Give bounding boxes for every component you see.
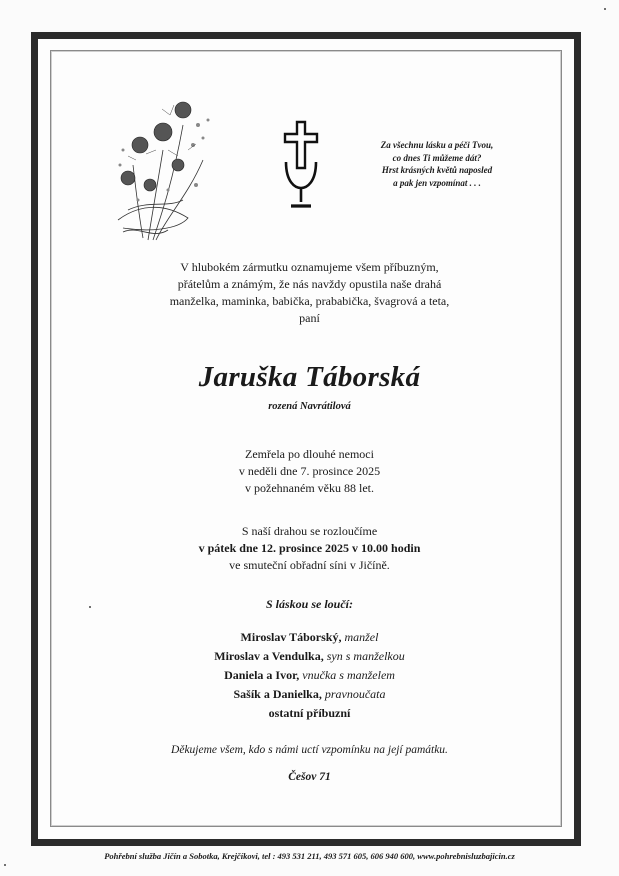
- mourner-name: Daniela a Ivor,: [224, 668, 300, 682]
- mourner-relation: syn s manželkou: [326, 649, 405, 663]
- announcement-intro: [0, 259, 619, 327]
- maiden-name: rozená Navrátilová: [268, 401, 351, 412]
- intro-line: přátelům a známým, že nás navždy opustila naše drahá: [177, 277, 442, 291]
- death-line: v neděli dne 7. prosince 2025: [238, 464, 381, 478]
- scan-speck: [604, 8, 606, 10]
- mourner-item: [0, 628, 619, 647]
- funeral-line: S naší drahou se rozloučíme: [241, 524, 378, 538]
- funeral-location: ve smuteční obřadní síni v Jičíně.: [229, 558, 390, 572]
- mourner-name: Sašík a Danielka,: [233, 687, 322, 701]
- mourner-relation: vnučka s manželem: [302, 668, 395, 682]
- flower-bouquet-icon: [108, 90, 218, 245]
- death-details: [0, 446, 619, 497]
- intro-line: paní: [299, 311, 320, 325]
- deceased-name: Jaruška Táborská: [198, 361, 421, 393]
- mourner-relation: manžel: [344, 630, 379, 644]
- mourner-item: [0, 666, 619, 685]
- intro-line: manželka, maminka, babička, prababička, švagrová a teta,: [169, 294, 450, 308]
- scan-speck: [89, 606, 91, 608]
- poem-verse: [352, 139, 522, 189]
- death-line: Zemřela po dlouhé nemoci: [245, 447, 374, 461]
- poem-line: a pak jen vzpomínat . . .: [393, 177, 481, 188]
- mourner-item: [0, 647, 619, 666]
- mourner-name: Miroslav Táborský,: [240, 630, 342, 644]
- poem-line: Za všechnu lásku a péči Tvou,: [380, 140, 494, 150]
- funeral-service-footer: Pohřební služba Jičín a Sobotka, Krejčíkovi, tel : 493 531 211, 493 571 605, 606 940 600, www.pohrebnisluzbajicin.cz: [104, 851, 515, 861]
- mourner-item: [0, 685, 619, 704]
- intro-line: V hlubokém zármutku oznamujeme všem příbuzným,: [180, 260, 439, 274]
- poem-line: Hrst krásných květů naposled: [381, 165, 493, 175]
- mourner-relation: pravnoučata: [324, 687, 386, 701]
- cross-chalice-icon: [283, 120, 319, 212]
- family-address: Češov 71: [288, 771, 331, 783]
- scan-speck: [4, 864, 6, 866]
- mourner-name: ostatní příbuzní: [268, 706, 351, 720]
- death-line: v požehnaném věku 88 let.: [245, 481, 374, 495]
- funeral-datetime: v pátek dne 12. prosince 2025 v 10.00 hodin: [198, 541, 421, 555]
- farewell-title: S láskou se loučí:: [265, 597, 353, 611]
- thanks-note: Děkujeme všem, kdo s námi uctí vzpomínku na její památku.: [171, 744, 448, 756]
- poem-line: co dnes Ti můžeme dát?: [392, 152, 482, 163]
- mourners-list: [0, 628, 619, 723]
- mourner-name: Miroslav a Vendulka,: [214, 649, 324, 663]
- funeral-details: [0, 523, 619, 574]
- mourner-item: [0, 704, 619, 723]
